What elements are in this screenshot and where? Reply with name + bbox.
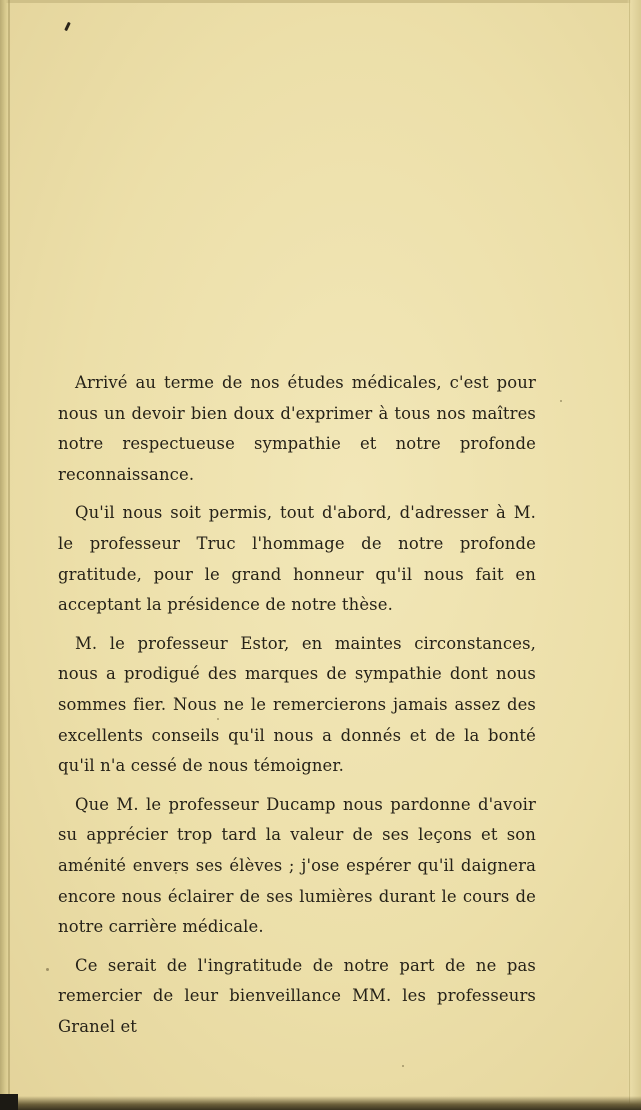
binding-line <box>8 0 10 1110</box>
right-margin-rule <box>629 0 630 1110</box>
acknowledgement-text <box>58 368 536 1050</box>
paper-speck <box>402 1065 404 1067</box>
paper-speck <box>46 968 49 971</box>
paragraph: Que M. le professeur Ducamp nous pardonne d'avoir su apprécier trop tard la valeur de ses leçons et son aménité envers ses élèves ; j'ose espérer qu'il daignera encore nous éclairer de ses lumières durant le cours de notre carrière médicale. <box>58 794 536 937</box>
paragraph: Qu'il nous soit permis, tout d'abord, d'adresser à M. le professeur Truc l'hommage de notre profonde gratitude, pour le grand honneur qu'il nous fait en acceptant la présidence de notre thèse. <box>58 503 536 615</box>
paragraph: Ce serait de l'ingratitude de notre part de ne pas remercier de leur bienveillance MM. les professeurs Granel et <box>58 955 536 1036</box>
paragraph: Arrivé au terme de nos études médicales, c'est pour nous un devoir bien doux d'exprimer à tous nos maîtres notre respectueuse sympathie et notre profonde reconnaissance. <box>58 373 536 484</box>
paragraph: M. le professeur Estor, en maintes circonstances, nous a prodigué des marques de sympathie dont nous sommes fier. Nous ne le remercierons jamais assez des excellents conseils qu'il nous a donnés et de la bonté qu'il n'a cessé de nous témoigner. <box>58 633 536 776</box>
paper-speck <box>560 400 562 402</box>
bottom-scan-edge <box>0 1096 641 1110</box>
scan-corner-block <box>0 1094 18 1110</box>
top-page-edge <box>0 0 641 3</box>
ink-mark <box>64 22 71 31</box>
